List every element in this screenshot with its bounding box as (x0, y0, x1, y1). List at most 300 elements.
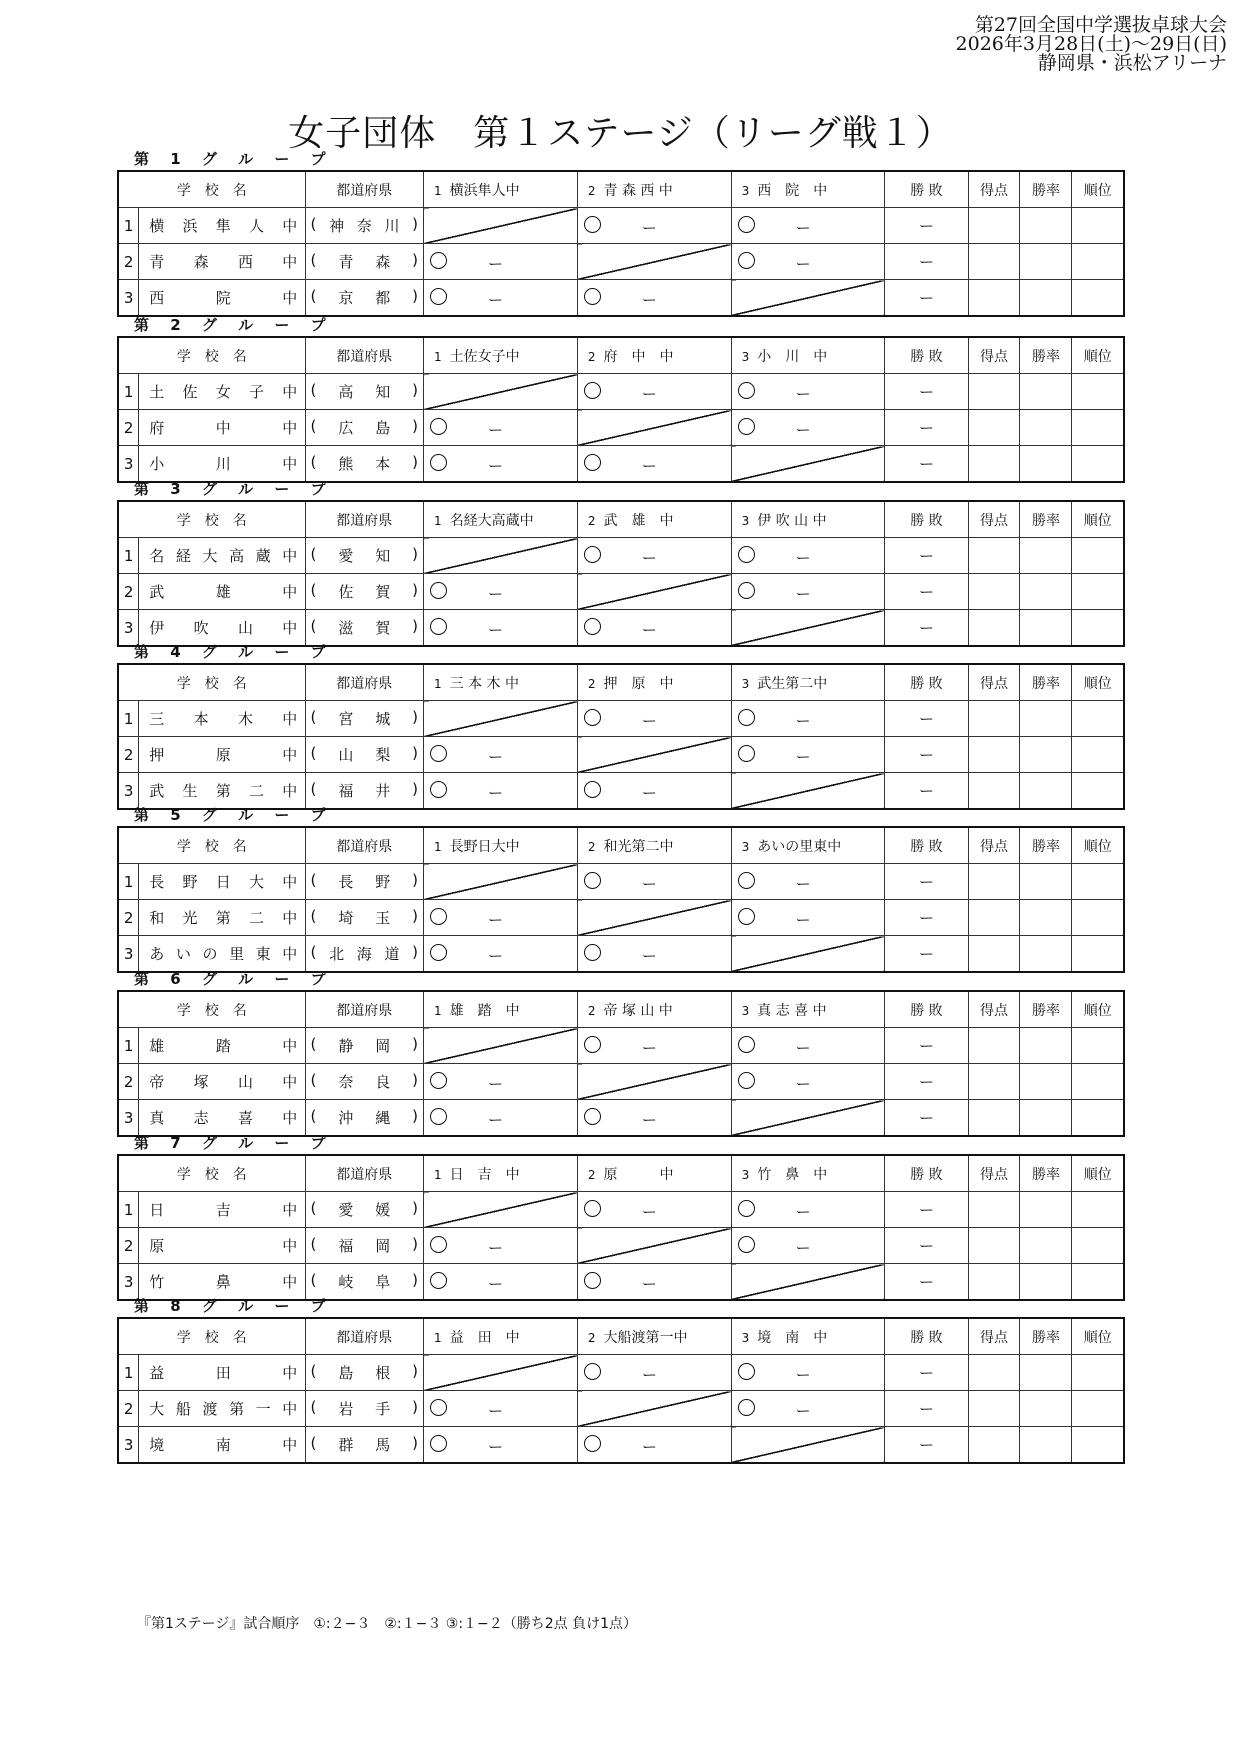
opponent-number: 1 (434, 1003, 442, 1018)
score-dash: ー (641, 219, 657, 237)
rank-cell (1072, 1228, 1124, 1264)
paren-open: ( (310, 617, 317, 635)
team-number: 1 (118, 864, 139, 900)
win-loss-cell: ー (885, 280, 968, 317)
school-name-cell (139, 280, 305, 317)
match-result-cell (577, 538, 731, 574)
opponent-header (577, 991, 731, 1028)
match-result-cell (731, 1228, 885, 1264)
school-name: 押原中 (149, 746, 300, 764)
prefecture-cell (305, 900, 423, 936)
prefecture-name (311, 708, 418, 729)
team-row (118, 1264, 1124, 1301)
match-result-cell (577, 1264, 731, 1301)
points-cell (968, 1427, 1020, 1464)
score-dash: ー (641, 1203, 657, 1221)
prefecture-cell (305, 446, 423, 483)
prefecture-char: 滋 (338, 619, 354, 637)
team-row (118, 936, 1124, 973)
rate-cell (1020, 1355, 1072, 1391)
opponent-header (424, 501, 578, 538)
school-name: 長野日大中 (149, 873, 300, 891)
school-name: あいの里東中 (149, 945, 300, 963)
school-name: 帝塚山中 (149, 1073, 300, 1091)
team-number: 2 (118, 244, 139, 280)
prefecture-char: 高 (338, 383, 354, 401)
prefecture-name (311, 780, 418, 801)
school-name-cell (139, 1192, 305, 1228)
paren-close: ) (412, 417, 419, 435)
group-table (117, 336, 1125, 483)
prefecture-cell (305, 1355, 423, 1391)
prefecture-cell (305, 1028, 423, 1064)
team-row (118, 1427, 1124, 1464)
win-circle-mark (584, 454, 601, 471)
paren-close: ) (412, 1434, 419, 1452)
win-circle-mark (430, 745, 447, 762)
win-circle-mark (430, 1435, 447, 1452)
points-cell (968, 864, 1020, 900)
rate-cell (1020, 446, 1072, 483)
team-number: 3 (118, 446, 139, 483)
score-dash: ー (488, 457, 504, 475)
prefecture-char: 賀 (375, 619, 391, 637)
prefecture-char: 京 (338, 289, 354, 307)
school-name: 大船渡第一中 (149, 1400, 300, 1418)
team-row (118, 701, 1124, 737)
school-header: 学 校 名 (118, 827, 305, 864)
team-row (118, 900, 1124, 936)
prefecture-name (311, 1398, 418, 1419)
prefecture-header: 都道府県 (305, 991, 423, 1028)
win-circle-mark (738, 908, 755, 925)
prefecture-name (311, 417, 418, 438)
opponent-name: 横浜隼人中 (449, 182, 520, 199)
rate-header: 勝率 (1020, 337, 1072, 374)
paren-open: ( (310, 287, 317, 305)
opponent-name: 西 院 中 (757, 182, 828, 199)
paren-close: ) (412, 453, 419, 471)
points-cell (968, 1391, 1020, 1427)
match-result-cell (577, 1100, 731, 1137)
school-name: 伊吹山中 (149, 619, 300, 637)
rank-cell (1072, 900, 1124, 936)
points-cell (968, 773, 1020, 810)
self-match-cell (424, 864, 578, 900)
school-name-cell (139, 864, 305, 900)
group-label: 第 3 グ ル ー プ (134, 480, 334, 498)
match-result-cell (731, 538, 885, 574)
paren-open: ( (310, 215, 317, 233)
page-title: 女子団体 第１ステージ（リーグ戦１） (288, 113, 953, 154)
score-dash: ー (488, 784, 504, 802)
rate-cell (1020, 538, 1072, 574)
rank-header: 順位 (1072, 991, 1124, 1028)
match-result-cell (424, 1100, 578, 1137)
points-cell (968, 936, 1020, 973)
prefecture-name (311, 907, 418, 928)
prefecture-char: 神 (329, 217, 345, 235)
score-dash: ー (488, 947, 504, 965)
win-loss-cell: ー (885, 900, 968, 936)
self-match-cell (731, 1427, 885, 1464)
opponent-header (731, 827, 885, 864)
match-result-cell (577, 1355, 731, 1391)
win-circle-mark (738, 216, 755, 233)
win-loss-cell: ー (885, 1228, 968, 1264)
prefecture-name (311, 453, 418, 474)
points-header: 得点 (968, 827, 1020, 864)
opponent-header (731, 664, 885, 701)
match-result-cell (731, 208, 885, 244)
match-result-cell (424, 1391, 578, 1427)
score-dash: ー (488, 1239, 504, 1257)
win-circle-mark (584, 1036, 601, 1053)
paren-open: ( (310, 708, 317, 726)
team-number: 1 (118, 538, 139, 574)
score-dash: ー (795, 1402, 811, 1420)
prefecture-name (311, 287, 418, 308)
school-name-cell (139, 1228, 305, 1264)
opponent-header (424, 1155, 578, 1192)
school-name: 土佐女子中 (149, 383, 300, 401)
win-circle-mark (738, 872, 755, 889)
match-result-cell (577, 864, 731, 900)
opponent-number: 1 (434, 676, 442, 691)
prefecture-char: 賀 (375, 583, 391, 601)
match-result-cell (424, 936, 578, 973)
win-circle-mark (430, 418, 447, 435)
prefecture-cell (305, 1228, 423, 1264)
prefecture-cell (305, 280, 423, 317)
prefecture-name (311, 251, 418, 272)
opponent-name: 和光第二中 (603, 838, 674, 855)
opponent-number: 1 (434, 1330, 442, 1345)
prefecture-cell (305, 737, 423, 773)
rank-cell (1072, 1355, 1124, 1391)
prefecture-char: 青 (338, 253, 354, 271)
self-match-cell (731, 936, 885, 973)
opponent-header (577, 1155, 731, 1192)
paren-close: ) (412, 1362, 419, 1380)
prefecture-header: 都道府県 (305, 827, 423, 864)
match-result-cell (731, 574, 885, 610)
match-result-cell (577, 610, 731, 647)
opponent-number: 2 (587, 1003, 596, 1018)
team-row (118, 1100, 1124, 1137)
prefecture-char: 良 (375, 1073, 391, 1091)
opponent-number: 1 (434, 183, 442, 198)
win-circle-mark (738, 1363, 755, 1380)
opponent-header (577, 664, 731, 701)
rate-cell (1020, 701, 1072, 737)
school-name-cell (139, 574, 305, 610)
school-name-cell (139, 1064, 305, 1100)
score-dash: ー (795, 549, 811, 567)
team-number: 1 (118, 208, 139, 244)
school-name-cell (139, 1264, 305, 1301)
paren-close: ) (412, 1035, 419, 1053)
win-circle-mark (738, 1036, 755, 1053)
paren-close: ) (412, 744, 419, 762)
prefecture-char: 知 (375, 547, 391, 565)
paren-open: ( (310, 581, 317, 599)
header-row (118, 827, 1124, 864)
win-loss-cell: ー (885, 538, 968, 574)
header-row (118, 991, 1124, 1028)
header-row (118, 664, 1124, 701)
team-row (118, 538, 1124, 574)
opponent-number: 3 (741, 349, 750, 364)
prefecture-char: 玉 (375, 909, 391, 927)
rank-cell (1072, 1264, 1124, 1301)
paren-open: ( (310, 1398, 317, 1416)
win-circle-mark (584, 872, 601, 889)
team-number: 2 (118, 574, 139, 610)
prefecture-char: 長 (338, 873, 354, 891)
self-match-cell (731, 280, 885, 317)
opponent-name: 帝 塚 山 中 (603, 1002, 673, 1019)
rank-header: 順位 (1072, 1318, 1124, 1355)
team-number: 2 (118, 1228, 139, 1264)
prefecture-name (311, 1271, 418, 1292)
opponent-name: 日 吉 中 (449, 1166, 520, 1183)
prefecture-name (311, 1235, 418, 1256)
self-match-cell (577, 737, 731, 773)
rank-cell (1072, 1192, 1124, 1228)
opponent-name: 土佐女子中 (449, 348, 520, 365)
win-circle-mark (430, 454, 447, 471)
opponent-header (731, 1155, 885, 1192)
prefecture-char: 馬 (375, 1436, 391, 1454)
points-cell (968, 1100, 1020, 1137)
prefecture-name (311, 1199, 418, 1220)
win-loss-cell: ー (885, 1391, 968, 1427)
opponent-header (577, 1318, 731, 1355)
win-circle-mark (584, 288, 601, 305)
opponent-name: 雄 踏 中 (449, 1002, 520, 1019)
team-row (118, 574, 1124, 610)
prefecture-cell (305, 1064, 423, 1100)
self-match-cell (424, 1355, 578, 1391)
prefecture-name (311, 617, 418, 638)
team-number: 3 (118, 610, 139, 647)
rank-cell (1072, 374, 1124, 410)
team-row (118, 1192, 1124, 1228)
prefecture-char: 梨 (375, 746, 391, 764)
school-header: 学 校 名 (118, 664, 305, 701)
win-circle-mark (584, 382, 601, 399)
opponent-header (424, 337, 578, 374)
school-name-cell (139, 208, 305, 244)
points-cell (968, 1264, 1020, 1301)
paren-open: ( (310, 1107, 317, 1125)
school-name-cell (139, 610, 305, 647)
prefecture-char: 北 (329, 945, 345, 963)
paren-close: ) (412, 545, 419, 563)
rate-header: 勝率 (1020, 501, 1072, 538)
group-label: 第 5 グ ル ー プ (134, 806, 334, 824)
rank-cell (1072, 773, 1124, 810)
opponent-name: 伊 吹 山 中 (757, 512, 827, 529)
prefecture-char: 広 (338, 419, 354, 437)
school-name: 竹鼻中 (149, 1273, 300, 1291)
rate-cell (1020, 374, 1072, 410)
points-header: 得点 (968, 337, 1020, 374)
paren-close: ) (412, 251, 419, 269)
paren-close: ) (412, 381, 419, 399)
match-order-note: 『第1ステージ』試合順序 ①:２−３ ②:１−３ ③:１−２（勝ち2点 負け1点） (137, 1616, 638, 1632)
paren-close: ) (412, 871, 419, 889)
points-cell (968, 446, 1020, 483)
opponent-header (731, 991, 885, 1028)
win-circle-mark (738, 582, 755, 599)
match-result-cell (731, 1192, 885, 1228)
score-dash: ー (488, 585, 504, 603)
prefecture-cell (305, 773, 423, 810)
prefecture-char: 岡 (375, 1237, 391, 1255)
win-loss-cell: ー (885, 1264, 968, 1301)
score-dash: ー (795, 219, 811, 237)
paren-open: ( (310, 1434, 317, 1452)
paren-open: ( (310, 1362, 317, 1380)
rate-cell (1020, 1100, 1072, 1137)
win-circle-mark (738, 418, 755, 435)
team-row (118, 1391, 1124, 1427)
win-loss-cell: ー (885, 446, 968, 483)
points-cell (968, 1355, 1020, 1391)
match-result-cell (731, 1064, 885, 1100)
points-header: 得点 (968, 991, 1020, 1028)
school-header: 学 校 名 (118, 1155, 305, 1192)
rate-cell (1020, 1391, 1072, 1427)
team-row (118, 244, 1124, 280)
opponent-name: 青 森 西 中 (603, 182, 673, 199)
points-header: 得点 (968, 501, 1020, 538)
opponent-name: 武 雄 中 (603, 512, 674, 529)
prefecture-char: 宮 (338, 710, 354, 728)
score-dash: ー (795, 1203, 811, 1221)
win-loss-cell: ー (885, 244, 968, 280)
score-dash: ー (795, 712, 811, 730)
school-name-cell (139, 1028, 305, 1064)
team-number: 3 (118, 936, 139, 973)
rank-cell (1072, 574, 1124, 610)
score-dash: ー (488, 621, 504, 639)
rank-cell (1072, 1391, 1124, 1427)
match-result-cell (424, 410, 578, 446)
self-match-cell (424, 374, 578, 410)
rank-cell (1072, 701, 1124, 737)
team-row (118, 410, 1124, 446)
event-info (956, 16, 1227, 73)
prefecture-cell (305, 410, 423, 446)
opponent-number: 2 (587, 513, 596, 528)
prefecture-name (311, 545, 418, 566)
prefecture-char: 沖 (338, 1109, 354, 1127)
win-loss-cell: ー (885, 701, 968, 737)
score-dash: ー (795, 1366, 811, 1384)
header-row (118, 1155, 1124, 1192)
paren-close: ) (412, 581, 419, 599)
win-circle-mark (738, 1399, 755, 1416)
team-number: 1 (118, 701, 139, 737)
win-circle-mark (584, 1272, 601, 1289)
school-header: 学 校 名 (118, 991, 305, 1028)
self-match-cell (577, 900, 731, 936)
prefecture-char: 島 (338, 1364, 354, 1382)
school-name-cell (139, 244, 305, 280)
team-row (118, 1355, 1124, 1391)
prefecture-char: 愛 (338, 547, 354, 565)
prefecture-cell (305, 610, 423, 647)
win-loss-header: 勝 敗 (885, 1155, 968, 1192)
paren-open: ( (310, 871, 317, 889)
team-row (118, 374, 1124, 410)
match-result-cell (424, 446, 578, 483)
win-circle-mark (738, 382, 755, 399)
prefecture-char: 岡 (375, 1037, 391, 1055)
match-result-cell (424, 610, 578, 647)
opponent-header (731, 501, 885, 538)
points-cell (968, 410, 1020, 446)
win-loss-cell: ー (885, 773, 968, 810)
opponent-number: 1 (434, 349, 442, 364)
prefecture-cell (305, 538, 423, 574)
opponent-name: 大船渡第一中 (603, 1329, 688, 1346)
team-number: 3 (118, 280, 139, 317)
opponent-number: 3 (741, 183, 750, 198)
match-result-cell (424, 773, 578, 810)
score-dash: ー (641, 1366, 657, 1384)
team-row (118, 208, 1124, 244)
prefecture-name (311, 1107, 418, 1128)
win-loss-cell: ー (885, 1355, 968, 1391)
score-dash: ー (795, 1039, 811, 1057)
match-result-cell (424, 1228, 578, 1264)
prefecture-char: 奈 (338, 1073, 354, 1091)
win-circle-mark (584, 1435, 601, 1452)
school-name: 名経大高蔵中 (149, 547, 300, 565)
opponent-header (424, 171, 578, 208)
win-circle-mark (584, 944, 601, 961)
self-match-cell (577, 574, 731, 610)
school-name: 青森西中 (149, 253, 300, 271)
group-table (117, 990, 1125, 1137)
score-dash: ー (641, 1275, 657, 1293)
self-match-cell (577, 1391, 731, 1427)
win-loss-cell: ー (885, 574, 968, 610)
school-name: 西院中 (149, 289, 300, 307)
match-result-cell (577, 701, 731, 737)
opponent-header (577, 827, 731, 864)
team-row (118, 1028, 1124, 1064)
paren-close: ) (412, 943, 418, 961)
match-result-cell (424, 574, 578, 610)
win-circle-mark (430, 252, 447, 269)
paren-close: ) (412, 1071, 419, 1089)
rate-cell (1020, 1427, 1072, 1464)
prefecture-name (311, 1035, 418, 1056)
team-row (118, 280, 1124, 317)
event-name: 第27回全国中学選抜卓球大会 (974, 14, 1227, 36)
school-name-cell (139, 538, 305, 574)
score-dash: ー (488, 1111, 504, 1129)
school-name-cell (139, 701, 305, 737)
win-loss-header: 勝 敗 (885, 1318, 968, 1355)
self-match-cell (577, 244, 731, 280)
score-dash: ー (488, 291, 504, 309)
